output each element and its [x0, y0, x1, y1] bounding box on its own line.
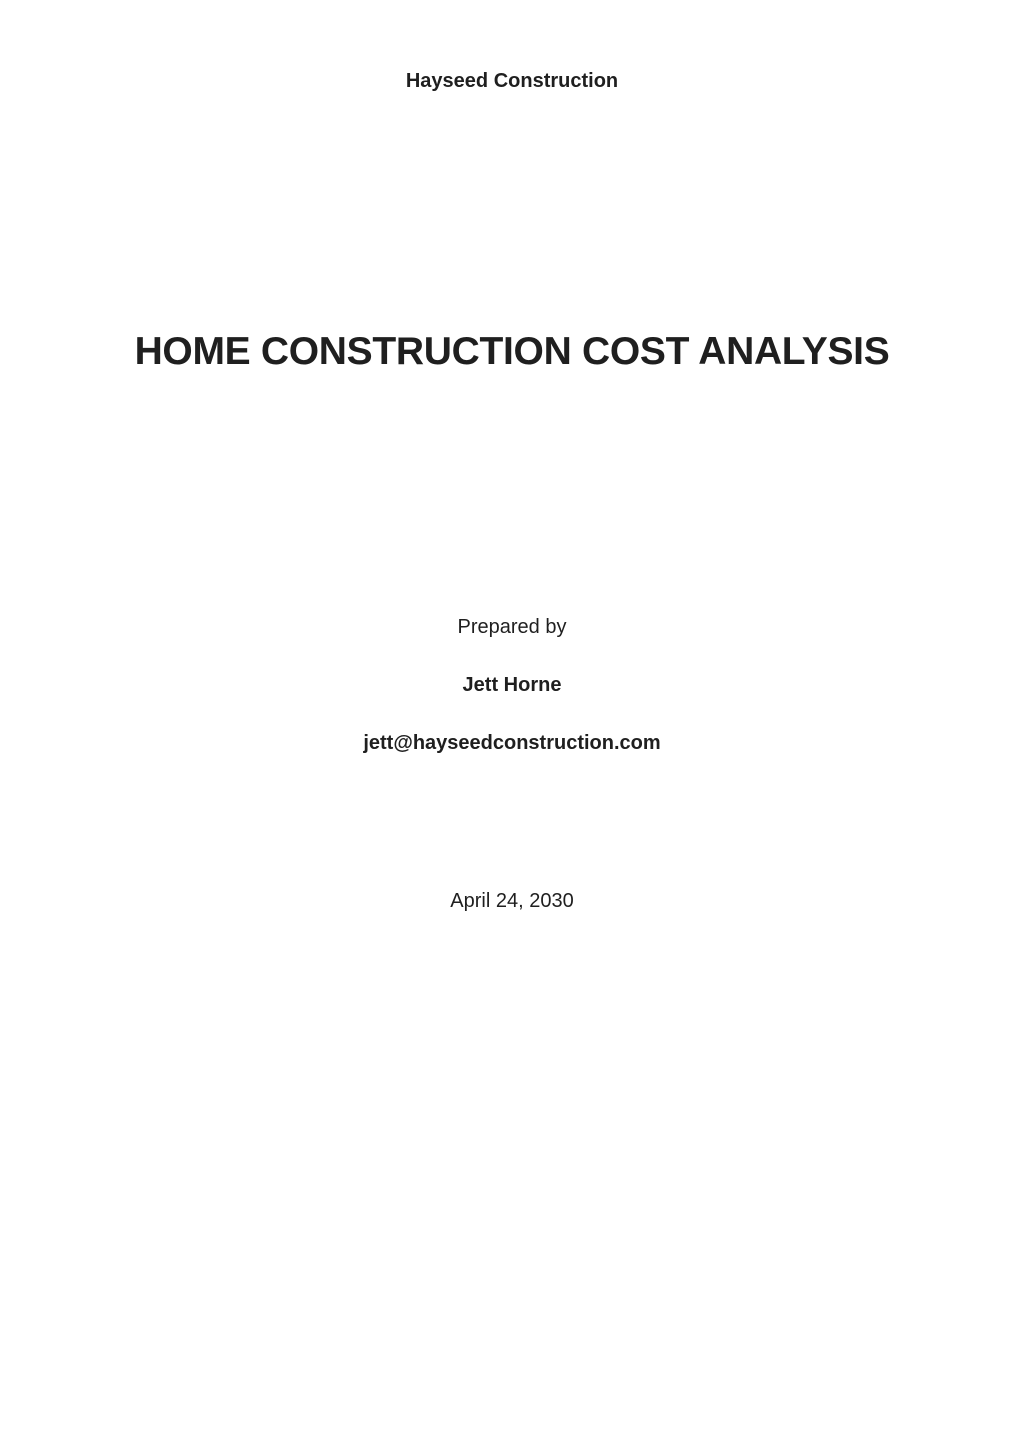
author-name: Jett Horne	[462, 674, 562, 696]
prepared-by-label: Prepared by	[457, 616, 567, 638]
document-date: April 24, 2030	[450, 890, 574, 912]
document-title: HOME CONSTRUCTION COST ANALYSIS	[134, 330, 890, 373]
company-name: Hayseed Construction	[405, 70, 619, 92]
author-email: jett@hayseedconstruction.com	[363, 732, 661, 754]
